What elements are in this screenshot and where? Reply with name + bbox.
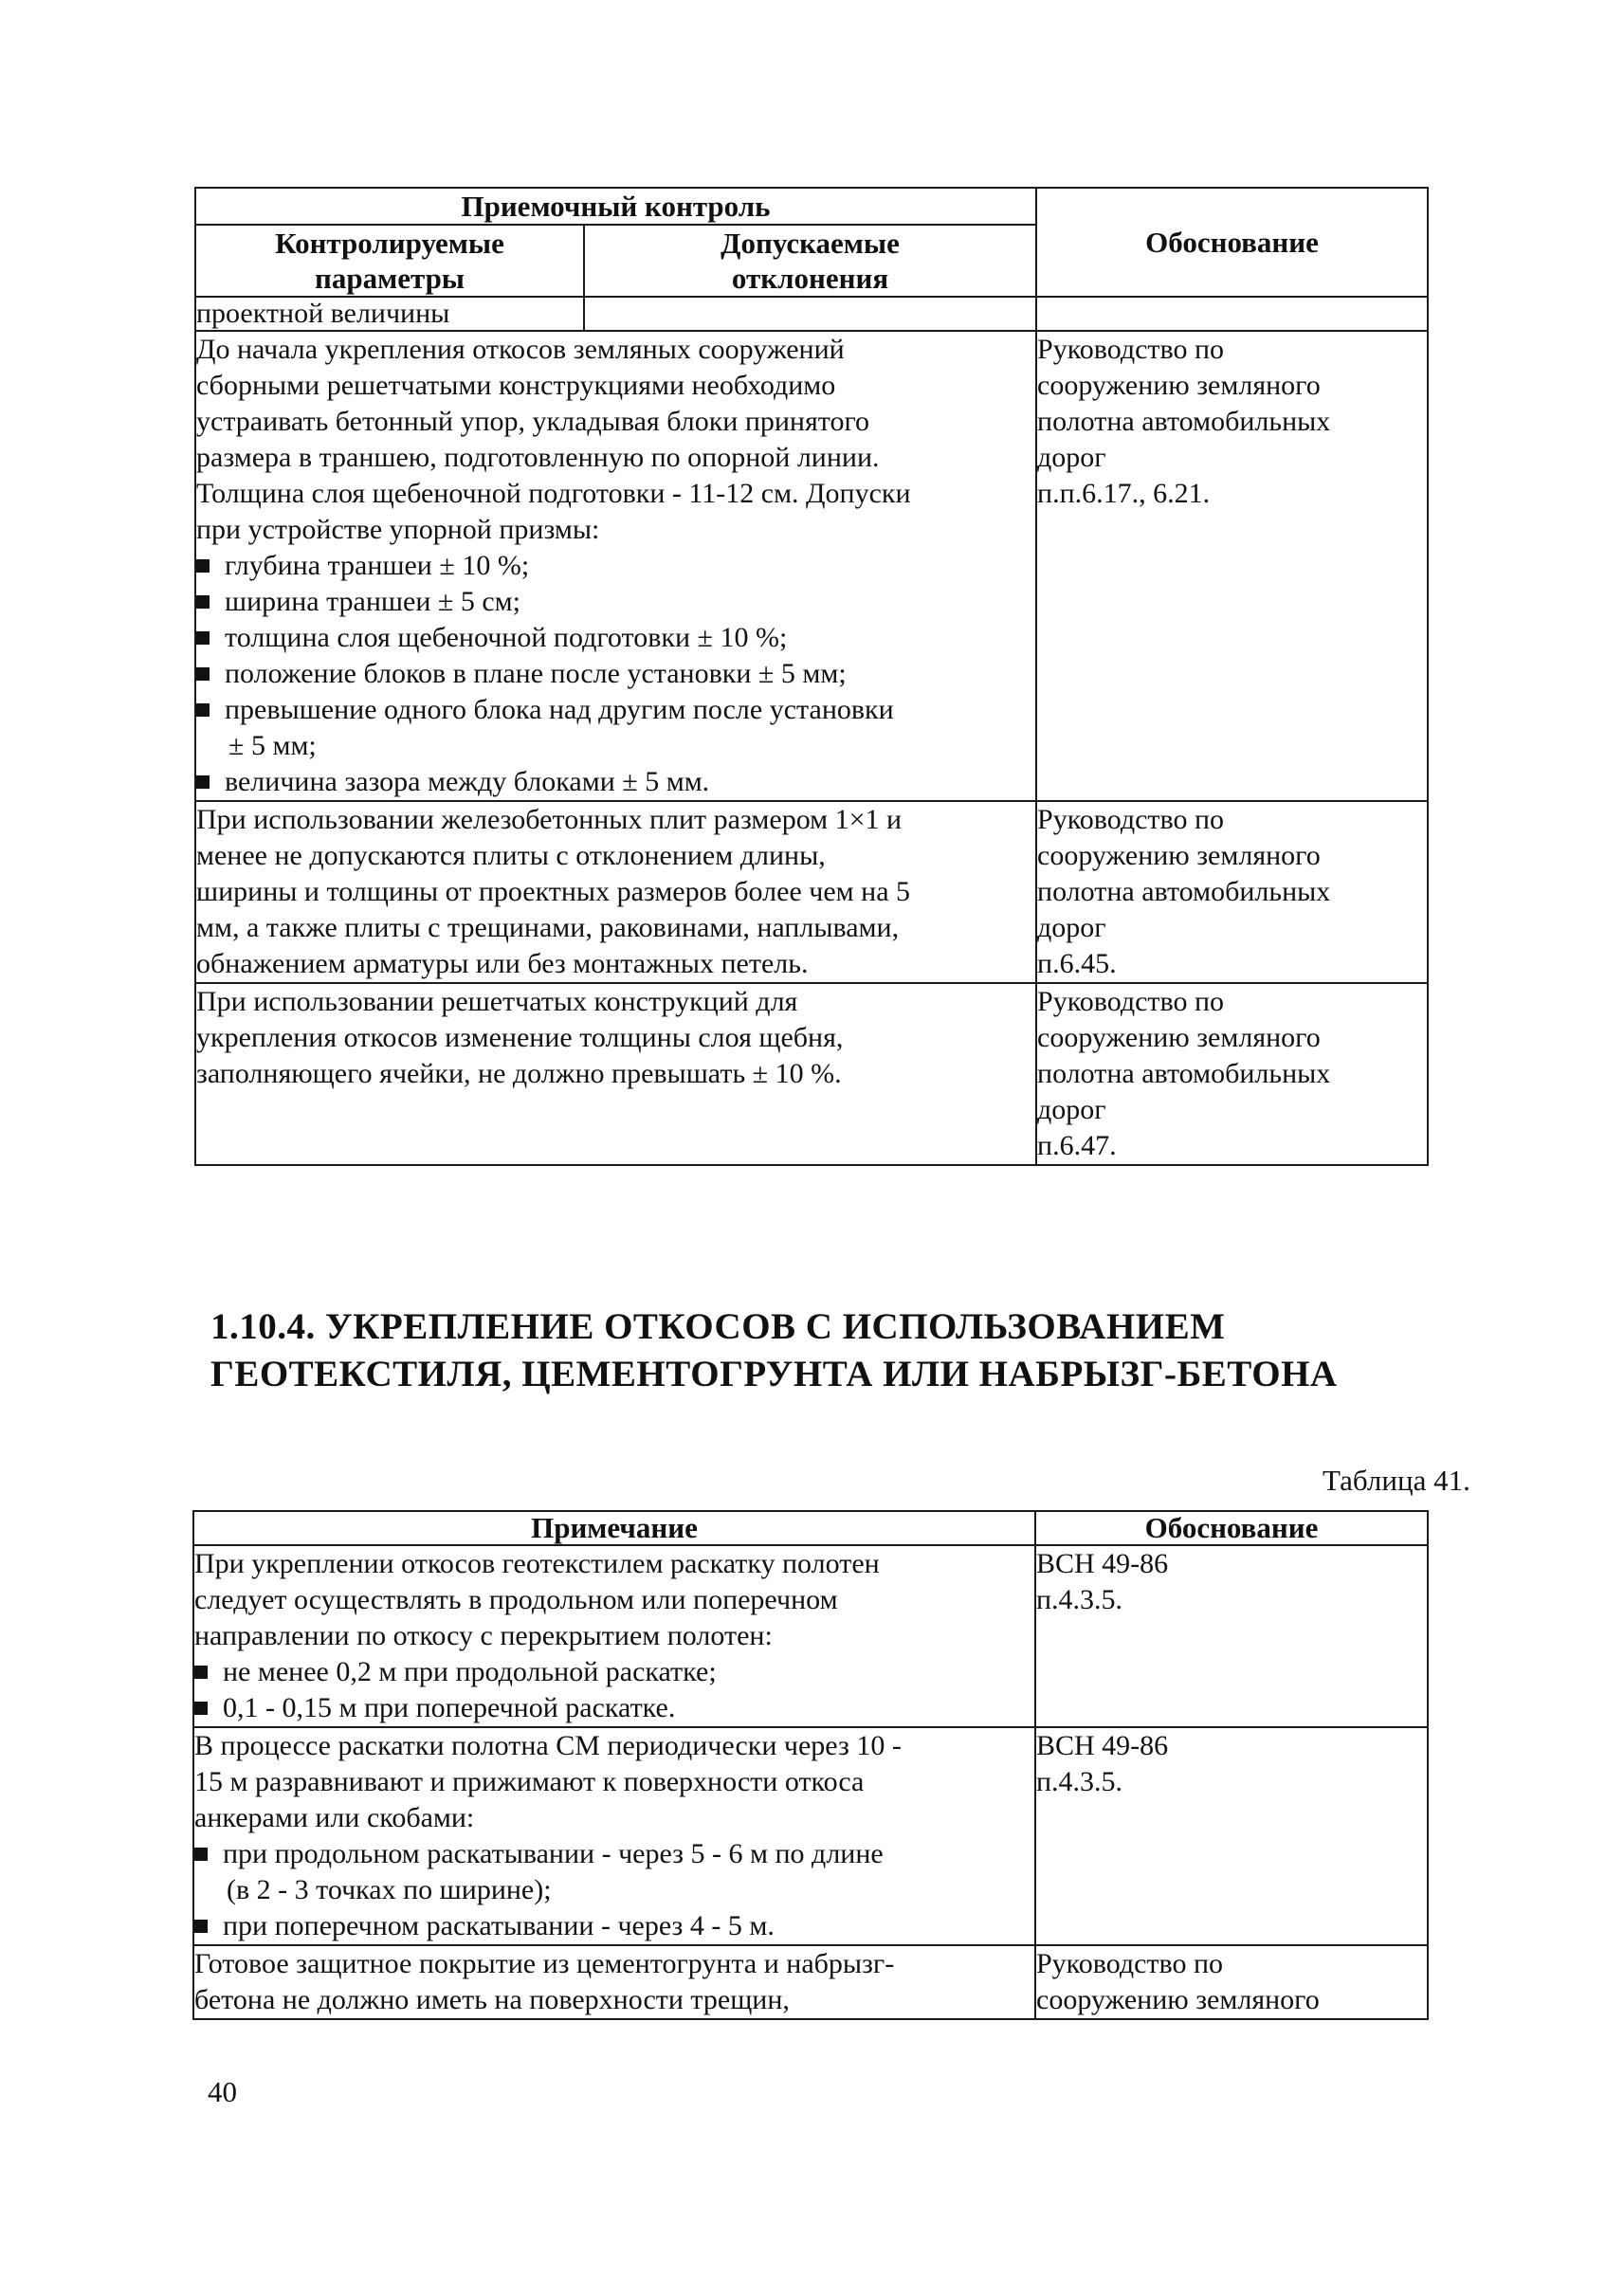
ref-line: ВСН 49-86 <box>1036 1730 1169 1761</box>
bullet-item: ширина траншеи ± 5 см; <box>196 584 1035 620</box>
header-line: Контролируемые <box>275 227 504 260</box>
text-line: ширины и толщины от проектных размеров более чем на 5 <box>196 876 911 907</box>
table-row <box>193 1727 1428 1945</box>
ref-line: Руководство по <box>1037 804 1225 835</box>
text-line: заполняющего ячейки, не должно превышать ± 10 %. <box>196 1058 842 1089</box>
note-cell <box>193 1945 1035 2019</box>
page-number: 40 <box>208 2075 237 2108</box>
text-line: укрепления откосов изменение толщины слоя щебня, <box>196 1022 844 1053</box>
header-acceptance-control: Приемочный контроль <box>195 188 1036 225</box>
text-line: Готовое защитное покрытие из цементогрунта и набрызг- <box>194 1948 895 1979</box>
ref-line: дорог <box>1037 442 1106 473</box>
bullet-item: величина зазора между блоками ± 5 мм. <box>196 764 1035 800</box>
ref-line: Руководство по <box>1037 986 1225 1017</box>
table-row <box>195 331 1428 801</box>
header-justification: Обоснование <box>1036 188 1428 297</box>
header-justification: Обоснование <box>1035 1511 1428 1545</box>
header-line: параметры <box>314 262 465 295</box>
header-line: отклонения <box>731 262 889 295</box>
ref-line: Руководство по <box>1036 1948 1224 1979</box>
text-line: До начала укрепления откосов земляных сооружений <box>196 334 845 365</box>
reference-cell <box>1036 801 1428 983</box>
ref-line: ВСН 49-86 <box>1036 1548 1169 1579</box>
header-line: Допускаемые <box>721 227 900 260</box>
text-line: обнажением арматуры или без монтажных петель. <box>196 948 809 979</box>
reference-cell <box>1035 1545 1428 1727</box>
text-line: При укреплении откосов геотекстилем раскатку полотен <box>194 1548 880 1579</box>
bullet-item: толщина слоя щебеночной подготовки ± 10 %; <box>196 620 1035 656</box>
section-heading <box>210 1303 1338 1398</box>
table-row <box>195 983 1428 1165</box>
header-allowed-deviations <box>584 225 1036 297</box>
text-line: устраивать бетонный упор, укладывая блоки принятого <box>196 406 870 437</box>
ref-line: сооружению земляного <box>1037 1022 1321 1053</box>
table-41 <box>192 1510 1429 2020</box>
section-heading-line: ГЕОТЕКСТИЛЯ, ЦЕМЕНТОГРУНТА ИЛИ НАБРЫЗГ-БЕТОНА <box>210 1354 1338 1394</box>
table-row <box>195 801 1428 983</box>
acceptance-control-table <box>194 187 1429 1166</box>
table-caption: Таблица 41. <box>1323 1464 1470 1497</box>
bullet-item: превышение одного блока над другим после установки <box>196 692 1035 728</box>
bullet-item: 0,1 - 0,15 м при поперечной раскатке. <box>194 1690 1034 1726</box>
ref-line: Руководство по <box>1037 334 1225 365</box>
ref-line: сооружению земляного <box>1036 1984 1320 2015</box>
text-line: направлении по откосу с перекрытием полотен: <box>194 1620 773 1651</box>
ref-line: сооружению земляного <box>1037 370 1321 401</box>
text-line: 15 м разравнивают и прижимают к поверхности откоса <box>194 1766 865 1797</box>
ref-line: дорог <box>1037 1094 1106 1125</box>
text-line: сборными решетчатыми конструкциями необходимо <box>196 370 836 401</box>
requirement-cell <box>195 331 1036 801</box>
reference-cell <box>1035 1727 1428 1945</box>
ref-line: п.6.45. <box>1037 948 1117 979</box>
reference-cell <box>1035 1945 1428 2019</box>
text-line: При использовании решетчатых конструкций для <box>196 986 798 1017</box>
ref-line: п.п.6.17., 6.21. <box>1037 478 1211 509</box>
ref-line: полотна автомобильных <box>1037 876 1331 907</box>
bullet-item: при продольном раскатывании - через 5 - 6 м по длине <box>194 1836 1034 1872</box>
ref-line: п.4.3.5. <box>1036 1584 1123 1615</box>
reference-cell <box>1036 331 1428 801</box>
requirement-cell <box>195 801 1036 983</box>
table-row <box>193 1545 1428 1727</box>
ref-line: сооружению земляного <box>1037 840 1321 871</box>
bullet-item: не менее 0,2 м при продольной раскатке; <box>194 1654 1034 1690</box>
reference-cell <box>1036 983 1428 1165</box>
text-line: размера в траншею, подготовленную по опорной линии. <box>196 442 880 473</box>
header-controlled-parameters <box>195 225 584 297</box>
text-line: при устройстве упорной призмы: <box>196 514 600 545</box>
note-cell <box>193 1545 1035 1727</box>
header-note: Примечание <box>193 1511 1035 1545</box>
text-line: В процессе раскатки полотна СМ периодически через 10 - <box>194 1730 902 1761</box>
text-line: Толщина слоя щебеночной подготовки - 11-12 см. Допуски <box>196 478 911 509</box>
bullet-continuation: (в 2 - 3 точках по ширине); <box>227 1874 552 1905</box>
text-line: следует осуществлять в продольном или поперечном <box>194 1584 838 1615</box>
text-line: мм, а также плиты с трещинами, раковинами, наплывами, <box>196 912 900 943</box>
requirement-cell <box>195 983 1036 1165</box>
empty-cell <box>1036 297 1428 331</box>
text-line: анкерами или скобами: <box>194 1802 475 1833</box>
bullet-continuation: ± 5 мм; <box>228 730 317 761</box>
ref-line: дорог <box>1037 912 1106 943</box>
table-row <box>193 1945 1428 2019</box>
continuation-cell: проектной величины <box>195 297 584 331</box>
bullet-item: глубина траншеи ± 10 %; <box>196 548 1035 584</box>
ref-line: п.6.47. <box>1037 1130 1117 1161</box>
ref-line: п.4.3.5. <box>1036 1766 1123 1797</box>
empty-cell <box>584 297 1036 331</box>
note-cell <box>193 1727 1035 1945</box>
section-heading-line: 1.10.4. УКРЕПЛЕНИЕ ОТКОСОВ С ИСПОЛЬЗОВАНИЕМ <box>210 1306 1226 1347</box>
text-line: бетона не должно иметь на поверхности трещин, <box>194 1984 790 2015</box>
ref-line: полотна автомобильных <box>1037 406 1331 437</box>
text-line: менее не допускаются плиты с отклонением длины, <box>196 840 826 871</box>
bullet-item: положение блоков в плане после установки ± 5 мм; <box>196 656 1035 692</box>
ref-line: полотна автомобильных <box>1037 1058 1331 1089</box>
text-line: При использовании железобетонных плит размером 1×1 и <box>196 804 903 835</box>
bullet-item: при поперечном раскатывании - через 4 - 5 м. <box>194 1908 1034 1944</box>
